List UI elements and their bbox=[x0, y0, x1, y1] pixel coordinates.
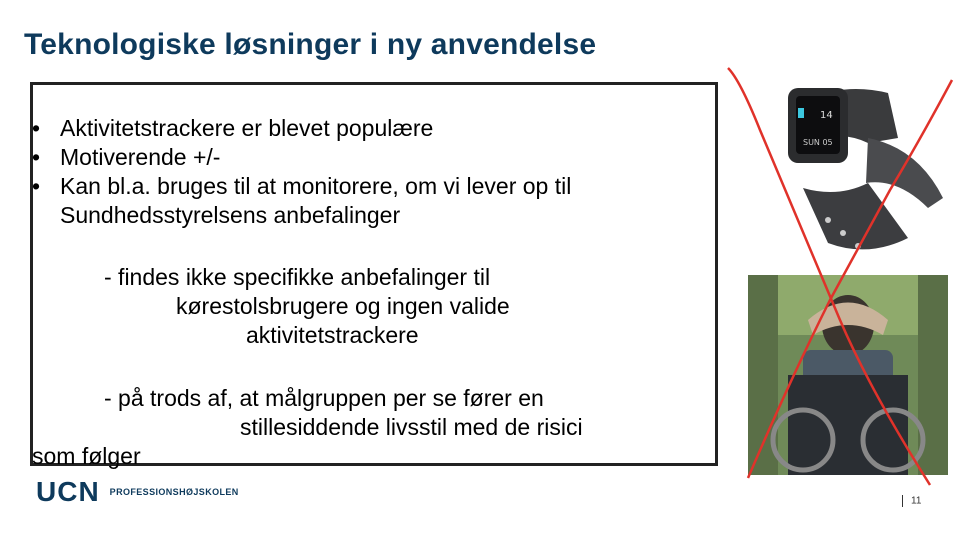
slide-title: Teknologiske løsninger i ny anvendelse bbox=[24, 28, 597, 61]
note2-line1: - på trods af, at målgruppen per se fører en bbox=[104, 385, 544, 411]
bullet-text: Kan bl.a. bruges til at monitorere, om vi lever op til Sundhedsstyrelsens anbefalinger bbox=[60, 173, 572, 228]
note1-line1: - findes ikke specifikke anbefalinger til bbox=[104, 264, 491, 290]
bullet-icon: • bbox=[32, 173, 41, 199]
ucn-logo-text: PROFESSIONSHØJSKOLEN bbox=[109, 487, 239, 497]
page-number-text: 11 bbox=[911, 495, 922, 507]
ucn-logo-mark: UCN bbox=[36, 476, 100, 507]
watch-top: 14 bbox=[820, 110, 833, 121]
page-number bbox=[902, 495, 921, 507]
note2-line3: som følger bbox=[32, 443, 141, 469]
ucn-logo bbox=[36, 476, 239, 508]
bullet-item bbox=[32, 114, 700, 143]
bullet-icon: • bbox=[32, 115, 41, 141]
bullet-item bbox=[32, 143, 700, 172]
note1-line3: aktivitetstrackere bbox=[246, 322, 419, 348]
watch-bottom: SUN 05 bbox=[803, 138, 833, 147]
note2-line2: stillesiddende livsstil med de risici bbox=[240, 414, 583, 440]
page-number-divider bbox=[902, 495, 903, 507]
bullet-list bbox=[32, 114, 700, 230]
note1-line2: kørestolsbrugere og ingen valide bbox=[176, 293, 510, 319]
bullet-icon: • bbox=[32, 144, 41, 170]
bullet-item bbox=[32, 172, 700, 230]
red-cross-mark bbox=[720, 60, 960, 490]
bullet-text: Motiverende +/- bbox=[60, 144, 221, 170]
bullet-text: Aktivitetstrackere er blevet populære bbox=[60, 115, 434, 141]
